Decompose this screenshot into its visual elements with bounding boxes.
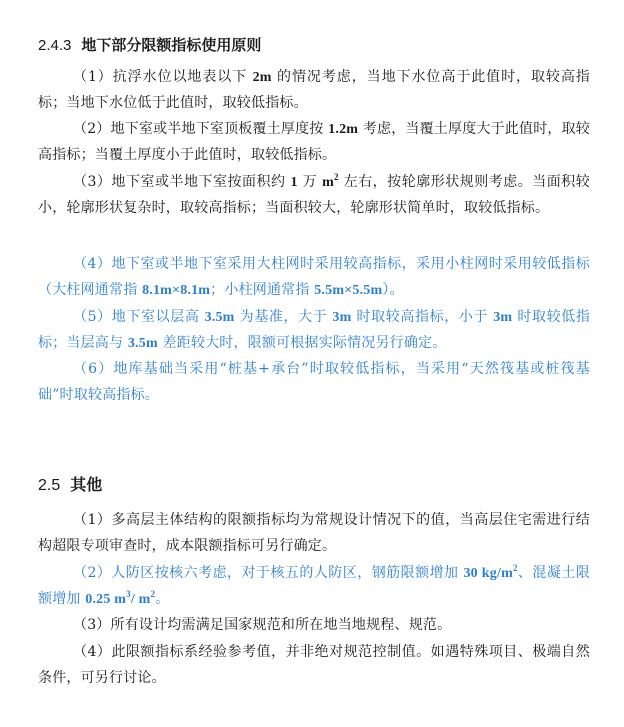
text-run: 差距较大时，限额可根据实际情况另行确定。 [157, 334, 447, 351]
superscript: 2 [334, 172, 339, 183]
section-number: 2.4.3 [38, 37, 72, 54]
text-run: 。 [155, 590, 170, 607]
text-run: （2）人防区按核六考虑，对于核五的人防区，钢筋限额增加 [73, 565, 464, 581]
value-run: 1 [290, 175, 298, 190]
text-run: ；小柱网通常指 [210, 281, 315, 298]
text-run: （6）地库基础当采用“桩基+承台”时取较低指标，当采用“天然筏基或桩筏基础”时取较高指标。 [38, 361, 590, 403]
section-title: 其他 [70, 475, 103, 494]
value-run: 3m [332, 310, 352, 325]
paragraph-foundation-type [38, 357, 590, 408]
paragraph-structural-limit-review [38, 508, 590, 559]
paragraph-reference-values [38, 640, 590, 691]
section-heading-2-5 [38, 472, 102, 495]
value-run: 0.25 m [85, 591, 127, 607]
paragraph-column-grid [38, 252, 590, 303]
value-run: m [322, 175, 334, 190]
text-run: （1）多高层主体结构的限额指标均为常规设计情况下的值，当高层住宅需进行结构超限专项审查时，成本限额指标可另行确定。 [38, 512, 590, 554]
text-run: 的情况考虑，当地下水位高于此值时，取较高指标；当地下水位低于此值时，取较低指标。 [38, 69, 590, 111]
value-run: / m [130, 591, 151, 607]
text-run: 万 [297, 174, 323, 190]
text-run: 为基准，大于 [234, 309, 333, 325]
text-run: 考虑，当覆土厚度大于此值时，取较高指标；当覆土厚度小于此值时，取较低指标。 [38, 121, 590, 163]
section-title: 地下部分限额指标使用原则 [81, 36, 262, 54]
text-run: （5）地下室以层高 [73, 309, 205, 325]
superscript: 2 [512, 563, 518, 574]
text-run: 左右，按轮廓形状规则考虑。当面积较小，轮廓形状复杂时，取较高指标；当面积较大，轮廓形状简单时，取较低指标。 [38, 174, 590, 216]
paragraph-anti-float-water-level [38, 65, 590, 116]
text-run: 时取较低指标；当层高与 [38, 309, 591, 351]
value-run: 3.5m [204, 310, 235, 325]
text-run: 时取较高指标，小于 [351, 309, 494, 325]
text-run: （2）地下室或半地下室顶板覆土厚度按 [73, 121, 329, 137]
paragraph-roof-soil-cover [38, 117, 590, 168]
text-run: ）。 [382, 281, 404, 298]
paragraph-floor-height [38, 305, 590, 356]
value-run: 5.5m×5.5m [314, 282, 383, 298]
text-run: （4）地下室或半地下室采用大柱网时采用较高指标，采用小柱网时采用较低指标（大柱网通常指 [38, 256, 590, 298]
section-number: 2.5 [38, 477, 61, 494]
value-run: 8.1m×8.1m [142, 282, 211, 298]
section-heading-2-4-3 [38, 34, 261, 55]
value-run: 2m [252, 70, 272, 85]
value-run: 30 kg/m [463, 566, 513, 581]
text-run: （1）抗浮水位以地表以下 [73, 69, 253, 85]
value-run: 1.2m [328, 122, 359, 137]
text-run: （3）地下室或半地下室按面积约 [73, 174, 291, 190]
superscript: 3 [126, 588, 131, 599]
text-run: 、混凝土限额增加 [38, 565, 590, 607]
value-run: 3m [493, 310, 513, 325]
value-run: 3.5m [127, 335, 158, 351]
paragraph-basement-area [38, 170, 590, 221]
paragraph-civil-defense [38, 561, 590, 612]
text-run: （3）所有设计均需满足国家规范和所在地当地规程、规范。 [73, 617, 452, 633]
text-run: （4）此限额指标系经验参考值，并非绝对规范控制值。如遇特殊项目、极端自然条件，可另行讨论。 [38, 644, 590, 686]
paragraph-design-codes [38, 613, 590, 639]
superscript: 2 [150, 588, 156, 599]
